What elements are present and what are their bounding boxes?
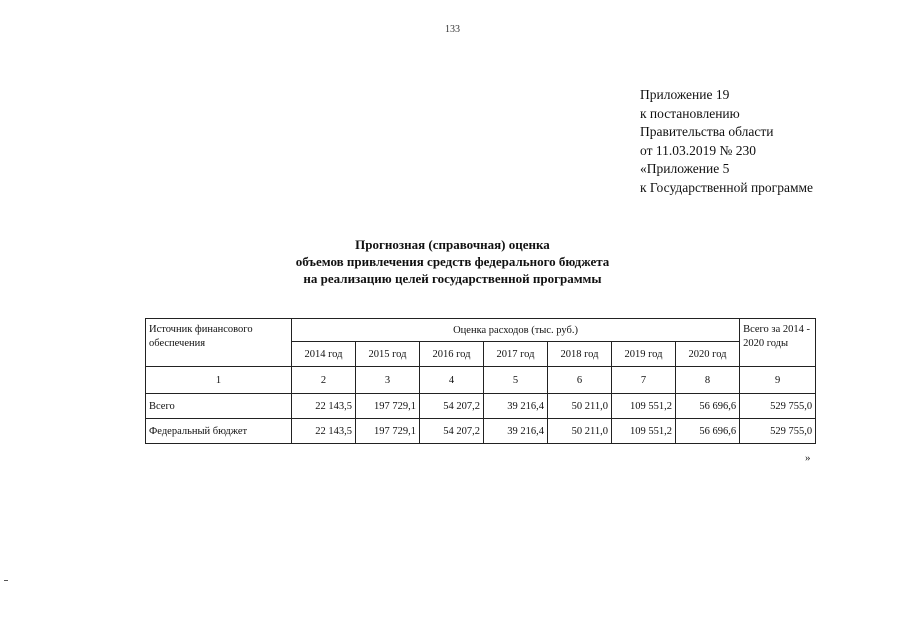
column-number: 4 (420, 367, 484, 394)
header-row (146, 319, 816, 342)
document-title (0, 236, 905, 287)
title-line: Прогнозная (справочная) оценка (355, 237, 550, 252)
column-number: 9 (740, 367, 816, 394)
column-number: 2 (292, 367, 356, 394)
title-line: объемов привлечения средств федерального бюджета (295, 254, 610, 269)
scan-edge-mark (4, 580, 8, 581)
value-cell: 50 211,0 (548, 394, 612, 419)
page-number: 133 (445, 24, 460, 35)
value-cell: 109 551,2 (612, 419, 676, 444)
appendix-line: «Приложение 5 (640, 161, 730, 177)
value-cell: 39 216,4 (484, 419, 548, 444)
column-number: 1 (146, 367, 292, 394)
total-cell: 529 755,0 (740, 394, 816, 419)
value-cell: 109 551,2 (612, 394, 676, 419)
year-header: 2018 год (548, 342, 612, 367)
appendix-line: Правительства области (640, 124, 774, 140)
value-cell: 39 216,4 (484, 394, 548, 419)
year-header: 2017 год (484, 342, 548, 367)
expense-group-header: Оценка расходов (тыс. руб.) (292, 319, 740, 342)
row-label: Федеральный бюджет (146, 419, 292, 444)
row-label: Всего (146, 394, 292, 419)
budget-table (145, 318, 816, 444)
appendix-line: к Государственной программе (640, 179, 814, 195)
closing-quote: » (805, 452, 811, 464)
table-row (146, 419, 816, 444)
appendix-line: Приложение 19 (640, 87, 730, 102)
value-cell: 56 696,6 (676, 394, 740, 419)
value-cell: 22 143,5 (292, 394, 356, 419)
column-number: 5 (484, 367, 548, 394)
value-cell: 54 207,2 (420, 394, 484, 419)
source-header: Источник финансового обеспечения (146, 319, 292, 367)
column-number: 6 (548, 367, 612, 394)
year-header: 2015 год (356, 342, 420, 367)
year-header: 2014 год (292, 342, 356, 367)
column-number: 3 (356, 367, 420, 394)
value-cell: 197 729,1 (356, 419, 420, 444)
value-cell: 50 211,0 (548, 419, 612, 444)
year-header: 2020 год (676, 342, 740, 367)
total-header: Всего за 2014 - 2020 годы (740, 319, 816, 367)
appendix-block (640, 86, 813, 198)
title-line: на реализацию целей государственной программы (303, 271, 602, 286)
value-cell: 197 729,1 (356, 394, 420, 419)
appendix-line: от 11.03.2019 № 230 (640, 142, 756, 158)
value-cell: 22 143,5 (292, 419, 356, 444)
table-row (146, 394, 816, 419)
value-cell: 56 696,6 (676, 419, 740, 444)
value-cell: 54 207,2 (420, 419, 484, 444)
appendix-line: к постановлению (640, 105, 740, 121)
year-header: 2019 год (612, 342, 676, 367)
total-cell: 529 755,0 (740, 419, 816, 444)
column-number: 7 (612, 367, 676, 394)
column-number-row (146, 367, 816, 394)
year-header: 2016 год (420, 342, 484, 367)
column-number: 8 (676, 367, 740, 394)
